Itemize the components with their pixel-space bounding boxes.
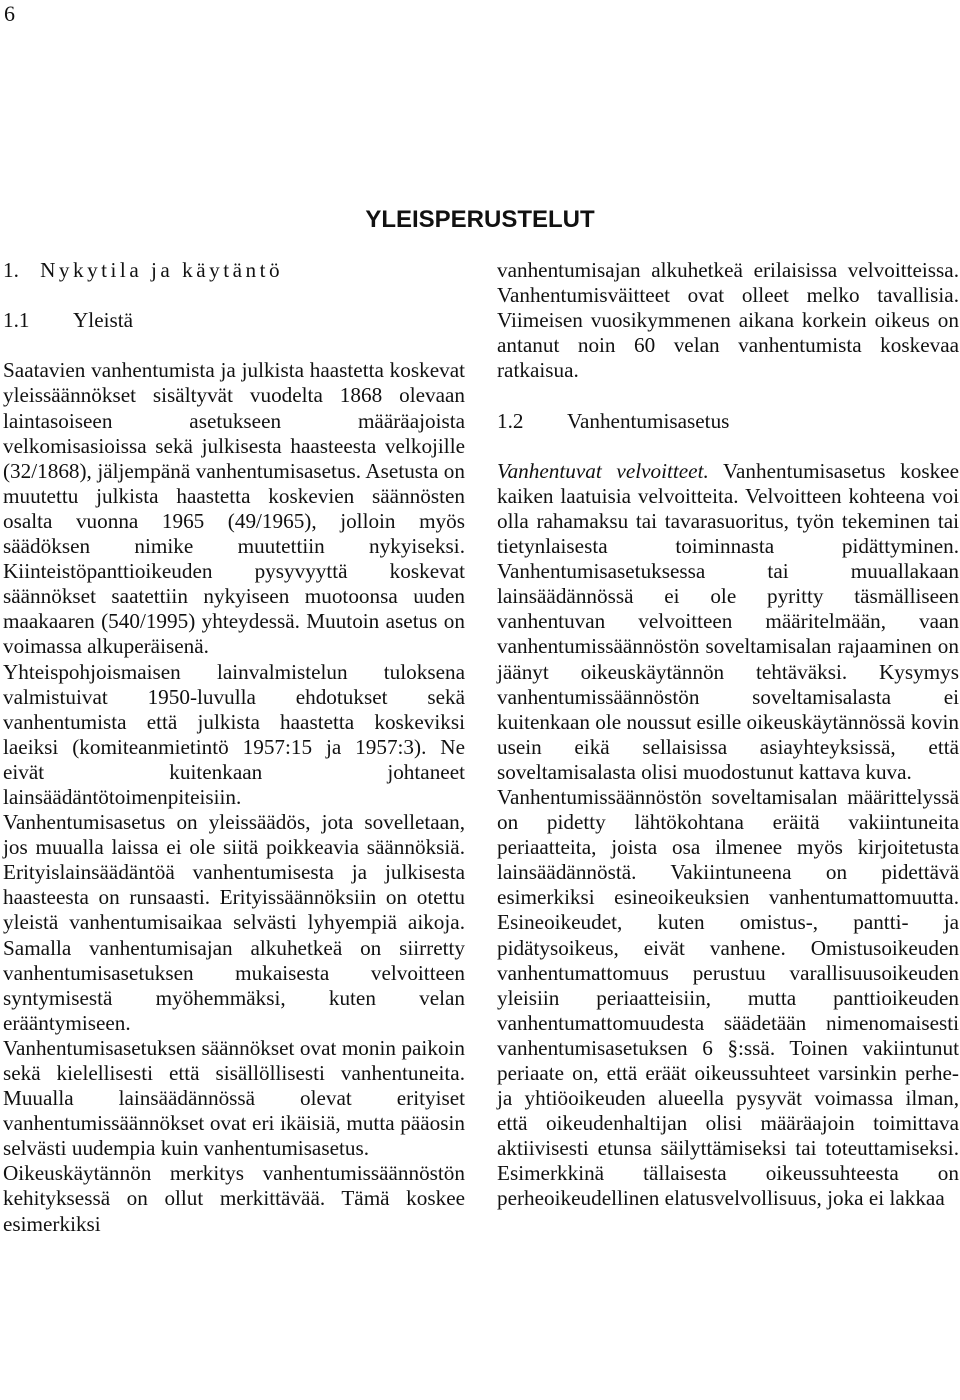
paragraph: Vanhentumisasetuksen säännökset ovat monin paikoin sekä kielellisesti että sisällöllisesti vanhentuneita. Muualla lainsäädännössä olevat erityiset vanhentumissäännökset ovat eri ikäisiä, mutta pääosin selvästi uudempia kuin vanhentumisasetus.	[3, 1035, 465, 1161]
section-heading-1-2	[497, 409, 959, 434]
paragraph-lead: Vanhentuvat velvoitteet.	[497, 458, 709, 483]
paragraph: Yhteispohjoismaisen lainvalmistelun tuloksena valmistuivat 1950-luvulla ehdotukset sekä vanhentumista että julkista haastetta koskeviksi laeiksi (komiteanmietintö 1957:15 ja 1957:3). Ne eivät kuitenkaan johtaneet lainsäädäntötoimenpiteisiin.	[3, 659, 465, 809]
left-column	[3, 258, 465, 1237]
paragraph: Saatavien vanhentumista ja julkista haastetta koskevat yleissäännökset sisältyvät vuodelta 1868 olevaan laintasoiseen asetukseen määräajoista velkomisasioissa sekä julkisesta haasteesta velkojille (32/1868), jäljempänä vanhentumisasetus. Asetusta on muutettu julkista haastetta koskevien säännösten osalta vuonna 1965 (49/1965), jolloin myös säädöksen nimike muutettiin nykyiseksi. Kiinteistöpanttioikeuden pysyvyyttä koskevat säännökset saatettiin nykyiseen muotoonsa uuden maakaaren (540/1995) yhteydessä. Muutoin asetus on voimassa alkuperäisenä.	[3, 358, 465, 659]
chapter-heading	[3, 258, 465, 283]
page-number: 6	[4, 1, 15, 26]
paragraph: Vanhentumisasetus on yleissäädös, jota sovelletaan, jos muualla laissa ei ole siitä poikkeavia säännöksiä. Erityislainsäädäntöä vanhentumisesta ja julkisesta haasteesta on runsaasti. Erityissäännöksiin on otettu yleistä vanhentumisaikaa selvästi lyhyempiä aikoja. Samalla vanhentumisajan alkuhetkeä on siirretty vanhentumisasetuksen mukaisesta velvoitteen syntymisestä myöhemmäksi, kuten velan erääntymiseen.	[3, 810, 465, 1035]
section-number: 1.2	[497, 408, 524, 433]
paragraph-body: Vanhentumisasetus koskee kaiken laatuisia velvoitteita. Velvoitteen kohteena voi olla rahamaksu tai tavarasuoritus, työn tekeminen tai tietynlaisesta toiminnasta pidättyminen. Vanhentumisasetuksessa tai muuallakaan lainsäädännössä ei ole pyritty täsmälliseen vanhentuvan velvoitteen määritelmään, vaan vanhentumissäännöstön soveltamisalan rajaaminen on jäänyt oikeuskäytännön tehtäväksi. Kysymys vanhentumissäännöstön soveltamisalasta ei kuitenkaan ole noussut esille oikeuskäytännössä kovin usein eikä sellaisissa asiayhteyksissä, että soveltamisalasta olisi muodostunut kattava kuva.	[497, 458, 959, 784]
paragraph-continued: vanhentumisajan alkuhetkeä erilaisissa velvoitteissa. Vanhentumisväitteet ovat olleet melko tavallisia. Viimeisen vuosikymmenen aikana korkein oikeus on antanut noin 60 velan vanhentumista koskevaa ratkaisua.	[497, 258, 959, 383]
paragraph	[497, 459, 959, 785]
section-title: Yleistä	[73, 308, 134, 333]
section-heading-1-1	[3, 308, 465, 333]
section-title: Vanhentumisasetus	[567, 408, 730, 433]
right-column	[497, 258, 959, 1212]
page-title: YLEISPERUSTELUT	[365, 206, 595, 233]
section-number: 1.1	[3, 308, 30, 333]
paragraph: Vanhentumissäännöstön soveltamisalan määrittelyssä on pidetty lähtökohtana eräitä vakiintuneita periaatteita, joista osa ilmenee myös kirjoitetusta lainsäädännöstä. Vakiintuneena on pidettävä esimerkiksi esineoikeuksien vanhentumattomuutta. Esineoikeudet, kuten omistus-, pantti- ja pidätysoikeus, eivät vanhene. Omistusoikeuden vanhentumattomuus perustuu varallisuusoikeuden yleisiin periaatteisiin, mutta panttioikeuden vanhentumattomuudesta säädetään nimenomaisesti vanhentumisasetuksen 6 §:ssä. Toinen vakiintunut periaate on, että eräät oikeussuhteet varsinkin perhe- ja yhtiöoikeuden alueella pysyvät voimassa ilman, että oikeudenhaltijan olisi määräajoin toimittava aktiivisesti etunsa säilyttämiseksi tai toteuttamiseksi. Esimerkkinä tällaisesta oikeussuhteesta on perheoikeudellinen elatusvelvollisuus, joka ei lakkaa	[497, 784, 959, 1211]
chapter-number: 1.	[3, 258, 19, 282]
paragraph: Oikeuskäytännön merkitys vanhentumissäännöstön kehityksessä on ollut merkittävää. Tämä koskee esimerkiksi	[3, 1161, 465, 1236]
chapter-title: Nykytila ja käytäntö	[40, 258, 284, 282]
